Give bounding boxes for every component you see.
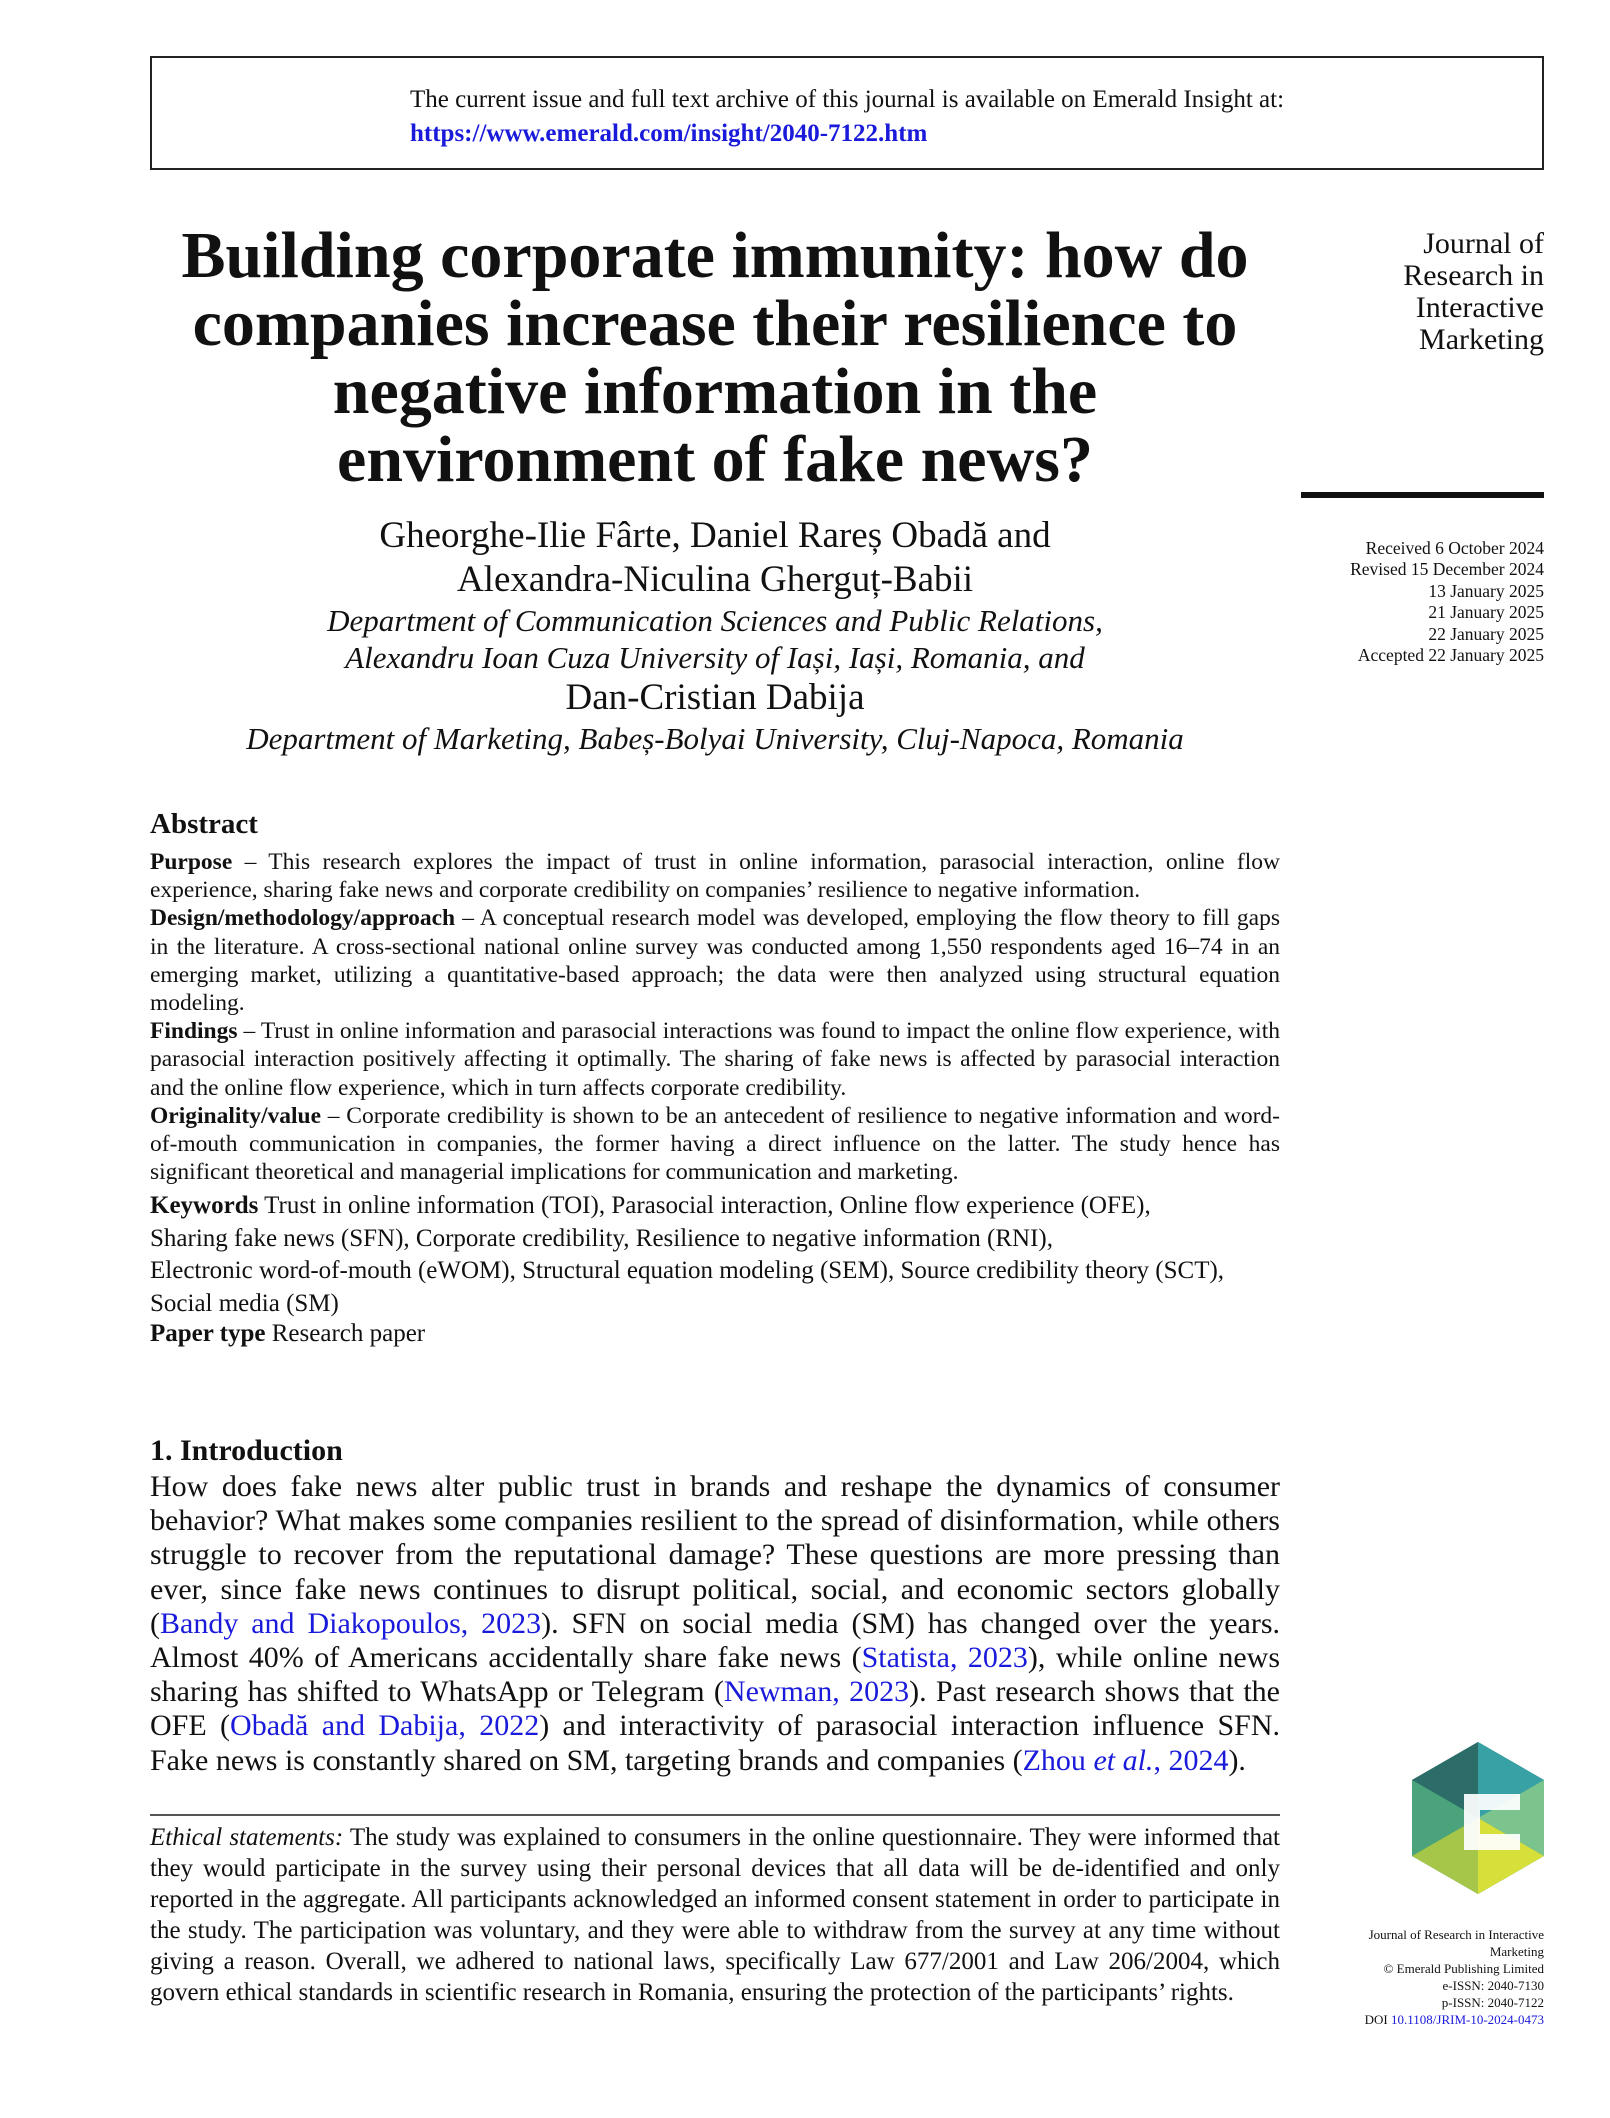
journal-name-line: Marketing <box>1419 323 1544 356</box>
title-line: companies increase their resilience to <box>192 287 1238 360</box>
journal-name-line: Journal of <box>1423 227 1544 260</box>
paper-type-value: Research paper <box>265 1320 426 1347</box>
author-affiliation: Department of Communication Sciences and Public Relations, <box>327 603 1103 638</box>
footnote-divider <box>150 1814 1280 1816</box>
date-line: 22 January 2025 <box>1428 623 1544 644</box>
date-line: 13 January 2025 <box>1428 580 1544 601</box>
publisher-info <box>1300 1926 1544 2028</box>
journal-name-line: Research in <box>1403 259 1544 292</box>
publisher-journal: Journal of Research in Interactive <box>1368 1927 1544 1942</box>
ethics-label: Ethical statements: <box>150 1824 344 1851</box>
emerald-hexagon-logo-icon <box>1412 1742 1544 1894</box>
date-line: Accepted 22 January 2025 <box>1357 645 1544 666</box>
paper-type <box>150 1320 425 1348</box>
publisher-copyright: © Emerald Publishing Limited <box>1383 1961 1544 1976</box>
citation-link[interactable]: Obadă and Dabija, 2022 <box>230 1709 540 1743</box>
ethics-text: The study was explained to consumers in the online questionnaire. They were informed that they would participate in the survey using their personal devices that all data will be de-identified and only reported in the aggregate. All participants acknowledged an informed consent statement in order to participate in the study. The participation was voluntary, and they were able to withdraw from the survey at any time without giving a reason. Overall, we adhered to national laws, specifically Law 677/2001 and Law 206/2004, which govern ethical standards in scientific research in Romania, ensuring the protection of the participants’ rights. <box>150 1824 1280 2006</box>
keywords-line: Electronic word-of-mouth (eWOM), Structural equation modeling (SEM), Source credibility theory (SCT), <box>150 1257 1225 1284</box>
date-line: 21 January 2025 <box>1428 602 1544 623</box>
keywords-line: Trust in online information (TOI), Parasocial interaction, Online flow experience (OFE), <box>258 1192 1151 1219</box>
doi-link[interactable]: 10.1108/JRIM-10-2024-0473 <box>1391 2012 1544 2027</box>
eissn: e-ISSN: 2040-7130 <box>1442 1978 1544 1993</box>
banner-url-link[interactable]: https://www.emerald.com/insight/2040-7122.htm <box>410 120 928 147</box>
author-names: Dan-Cristian Dabija <box>565 677 865 718</box>
journal-access-banner <box>150 56 1544 170</box>
abstract-findings <box>150 1017 1280 1102</box>
journal-name <box>1300 228 1544 356</box>
paper-type-label: Paper type <box>150 1320 266 1347</box>
abstract-heading: Abstract <box>150 808 258 840</box>
article-history-dates <box>1300 538 1544 666</box>
keywords-line: Social media (SM) <box>150 1289 339 1317</box>
abstract-body <box>150 848 1280 1186</box>
article-title <box>150 219 1280 496</box>
section-label: Design/methodology/approach <box>150 905 456 932</box>
author-affiliation: Department of Marketing, Babeș-Bolyai University, Cluj-Napoca, Romania <box>246 721 1184 756</box>
section-heading: 1. Introduction <box>150 1434 343 1467</box>
doi-label: DOI <box>1364 2012 1391 2027</box>
date-line: Received 6 October 2024 <box>1365 538 1544 558</box>
author-block <box>150 514 1280 757</box>
doi <box>1300 2011 1544 2028</box>
ethics-footnote <box>150 1822 1280 2008</box>
citation-link[interactable]: Statista, 2023 <box>861 1641 1028 1675</box>
author-names: Alexandra-Niculina Gherguț-Babii <box>456 559 974 600</box>
citation-link[interactable]: Newman, 2023 <box>723 1675 910 1709</box>
title-line: negative information in the <box>332 355 1098 428</box>
keywords-label: Keywords <box>150 1192 259 1219</box>
section-text: – This research explores the impact of trust in online information, parasocial interaction, online flow experience, sharing fake news and corporate credibility on companies’ resilience to negative information. <box>150 849 1280 904</box>
title-line: Building corporate immunity: how do <box>181 219 1249 292</box>
section-text: – Trust in online information and parasocial interactions was found to impact the online flow experience, with parasocial interaction positively affecting it optimally. The sharing of fake news is affected by parasocial interaction and the online flow experience, which in turn affects corporate credibility. <box>150 1018 1280 1101</box>
title-line: environment of fake news? <box>337 423 1093 496</box>
citation-link[interactable]: Bandy and Diakopoulos, 2023 <box>160 1606 542 1640</box>
intro-paragraph: How does fake news alter public trust in brands and reshape the dynamics of consumer behavior? What makes some companies resilient to the spread of disinformation, while others struggle to recover from the reputational damage? These questions are more pressing than ever, since fake news continues to disrupt political, social, and economic sectors globally (Bandy and Diakopoulos, 2023). SFN on social media (SM) has changed over the years. Almost 40% of Americans accidentally share fake news (Statista, 2023), while online news sharing has shifted to WhatsApp or Telegram (Newman, 2023). Past research shows that the OFE (Obadă and Dabija, 2022) and interactivity of parasocial interaction influence SFN. Fake news is constantly shared on SM, targeting brands and companies (Zhou et al., 2024). <box>150 1470 1280 1777</box>
keywords <box>150 1190 1280 1320</box>
section-label: Findings <box>150 1018 238 1045</box>
section-label: Originality/value <box>150 1102 322 1129</box>
citation-link[interactable]: Zhou et al., 2024 <box>1022 1743 1229 1777</box>
journal-divider <box>1301 492 1544 498</box>
section-text: – Corporate credibility is shown to be an antecedent of resilience to negative information and word-of-mouth communication in companies, the former having a direct influence on the latter. The study hence has significant theoretical and managerial implications for communication and marketing. <box>150 1102 1280 1186</box>
publisher-journal: Marketing <box>1489 1944 1544 1959</box>
section-text: – A conceptual research model was developed, employing the flow theory to fill gaps in the literature. A cross-sectional national online survey was conducted among 1,550 respondents aged 16–74 in an emerging market, utilizing a quantitative-based approach; the data were then analyzed using structural equation modeling. <box>150 905 1280 1017</box>
pissn: p-ISSN: 2040-7122 <box>1441 1995 1544 2010</box>
abstract-originality <box>150 1102 1280 1187</box>
date-line: Revised 15 December 2024 <box>1350 559 1544 580</box>
author-names: Gheorghe-Ilie Fârte, Daniel Rareș Obadă and <box>379 515 1051 556</box>
author-affiliation: Alexandru Ioan Cuza University of Iași, Iași, Romania, and <box>345 640 1085 675</box>
journal-name-line: Interactive <box>1415 291 1544 324</box>
keywords-line: Sharing fake news (SFN), Corporate credibility, Resilience to negative information (RNI), <box>150 1224 1054 1252</box>
banner-text: The current issue and full text archive of this journal is available on Emerald Insight at: <box>410 86 1285 113</box>
section-label: Purpose <box>150 849 233 875</box>
abstract-design <box>150 904 1280 1017</box>
abstract-purpose <box>150 848 1280 904</box>
